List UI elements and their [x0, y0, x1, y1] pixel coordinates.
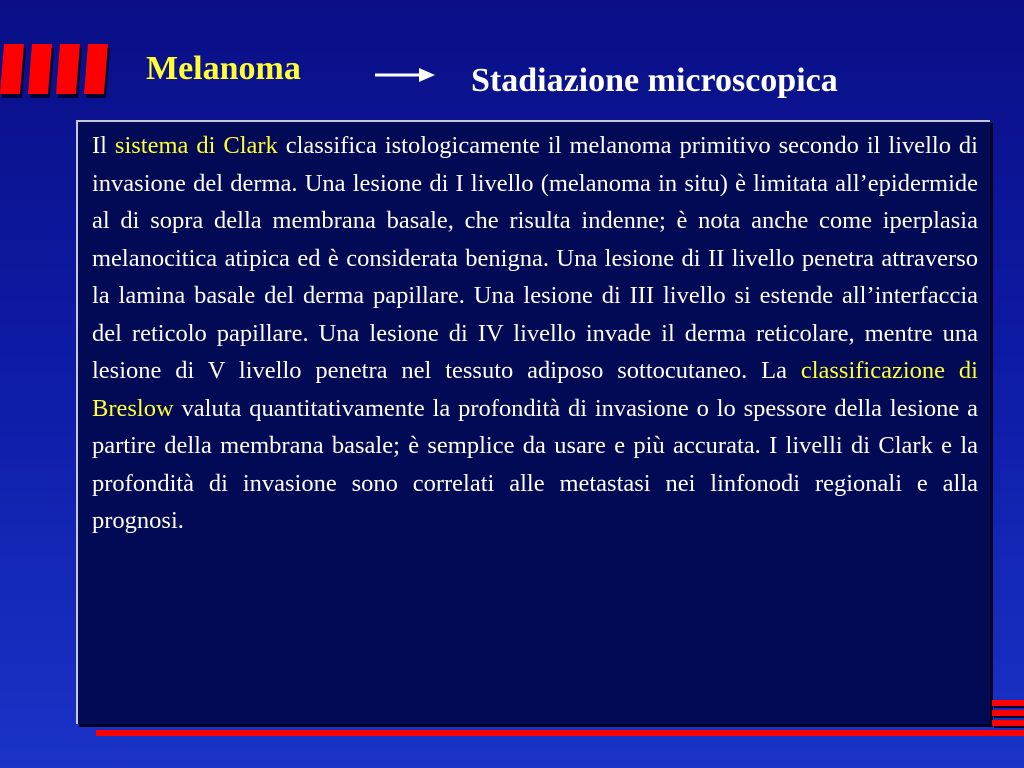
body-text-part3: valuta quantitativamente la profondità di invasione o lo spessore della lesione a partire della membrana basale; è semplice da usare e più accurata. I livelli di Clark e la profondità di invasione sono correlati alle metastasi nei linfonodi regionali e alla prognosi.: [92, 394, 978, 534]
corner-bars-icon: [992, 700, 1024, 726]
right-arrow-icon: [375, 66, 435, 84]
title-stadiazione: Stadiazione microscopica: [471, 62, 838, 99]
corner-bar: [992, 720, 1024, 726]
title-melanoma: Melanoma: [146, 50, 301, 87]
corner-bar: [992, 710, 1024, 716]
bottom-red-line: [96, 730, 1024, 736]
red-bars-logo-icon: [0, 44, 112, 98]
body-text-part2: classifica istologicamente il melanoma primitivo secondo il livello di invasione del derma. Una lesione di I livello (melanoma in situ) è limitata all’epidermide al di sopra della membrana basale, che risulta indenne; è nota anche come iperplasia melanocitica atipica ed è considerata benigna. Una lesione di II livello penetra attraverso la lamina basale del derma papillare. Una lesione di III livello si estende all’interfaccia del reticolo papillare. Una lesione di IV livello invade il derma reticolare, mentre una lesione di V livello penetra nel tessuto adiposo sottocutaneo. La: [92, 132, 978, 384]
highlight-clark: sistema di Clark: [114, 132, 278, 159]
body-text-part1: Il: [92, 132, 115, 159]
highlight-breslow: classificazione di Breslow: [92, 357, 978, 422]
corner-bar: [992, 700, 1024, 706]
body-paragraph: [92, 127, 978, 540]
